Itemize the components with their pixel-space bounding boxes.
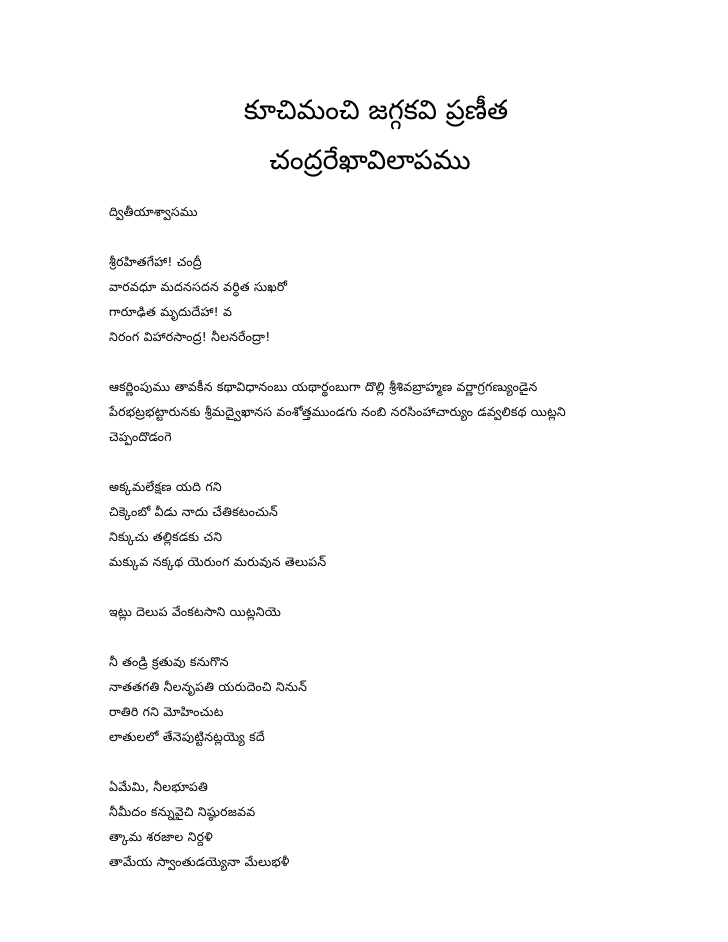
verse-line: మక్కువ నక్కథ యెరుంగ మరువున తెలుపన్ [109, 554, 327, 569]
verse-line: నిరంగ విహారసాంద్ర! నీలనరేంద్రా! [109, 329, 271, 344]
prose-line: పేరభట్రభట్టారునకు శ్రీమద్వైఖానస వంశోత్తముండగు నంబి నరసింహాచార్యుం డవ్వలికథ యిట్లని [109, 404, 566, 419]
document-title-line-2: చంద్రరేఖావిలాపము [269, 145, 471, 176]
prose-paragraph [109, 374, 669, 449]
verse-line: శ్రీరహితగేహా! చంద్రీ [109, 254, 202, 269]
verse-line: త్కామ శరజాల నిర్దళి [109, 829, 213, 844]
verse-line: నీమీదం కన్నువైచి నిష్ఠురజవవ [109, 804, 256, 819]
prose-line-single [109, 599, 669, 624]
verse-line: తామేయ స్వాంతుడయ్యెనా మేలుభళీ [109, 854, 290, 869]
prose-line: ఆకర్ణింపుము తావకీన కథావిధానంబు యథార్థంబుగా దొల్లి శ్రీశివబ్రాహ్మణ వర్ణాగ్రగణ్యుండైన [109, 379, 538, 394]
verse-line: ఏమేమి, నీలభూపతి [109, 779, 208, 794]
verse-line: నీ తండ్రి క్రతువు కనుగొన [109, 654, 229, 669]
verse-2 [109, 474, 669, 574]
verse-line: వారవధూ మదనసదన వర్ధిత సుఖరో [109, 279, 288, 294]
prose-line: ఇట్లు దెలుప వేంకటసాని యిట్లనియె [109, 604, 282, 619]
verse-line: రాతిరి గని మోహించుట [109, 704, 224, 719]
document-title-line-1: కూచిమంచి జగ్గకవి ప్రణీత [243, 95, 509, 126]
section-heading: ద్వితీయాశ్వాసము [109, 204, 198, 219]
verse-line: చిక్కెంబో వీడు నాదు చేతికటంచున్ [109, 504, 278, 519]
verse-line: నిక్కుచు తల్లికడకు చని [109, 529, 223, 544]
verse-line: అక్కమలేక్షణ యది గని [109, 479, 222, 494]
verse-line: లాతులలో తేనెపుట్టినట్లయ్యె కదే [109, 729, 265, 744]
verse-4 [109, 774, 669, 874]
verse-1 [109, 249, 669, 349]
verse-3 [109, 649, 669, 749]
prose-line: చెప్పందొడంగె [109, 429, 172, 444]
verse-line: గారూఢిత మృదుదేహా! వ [109, 304, 233, 319]
verse-line: నాతతగతి నీలనృపతి యరుదెంచి నినున్ [109, 679, 308, 694]
document-body [109, 199, 669, 899]
